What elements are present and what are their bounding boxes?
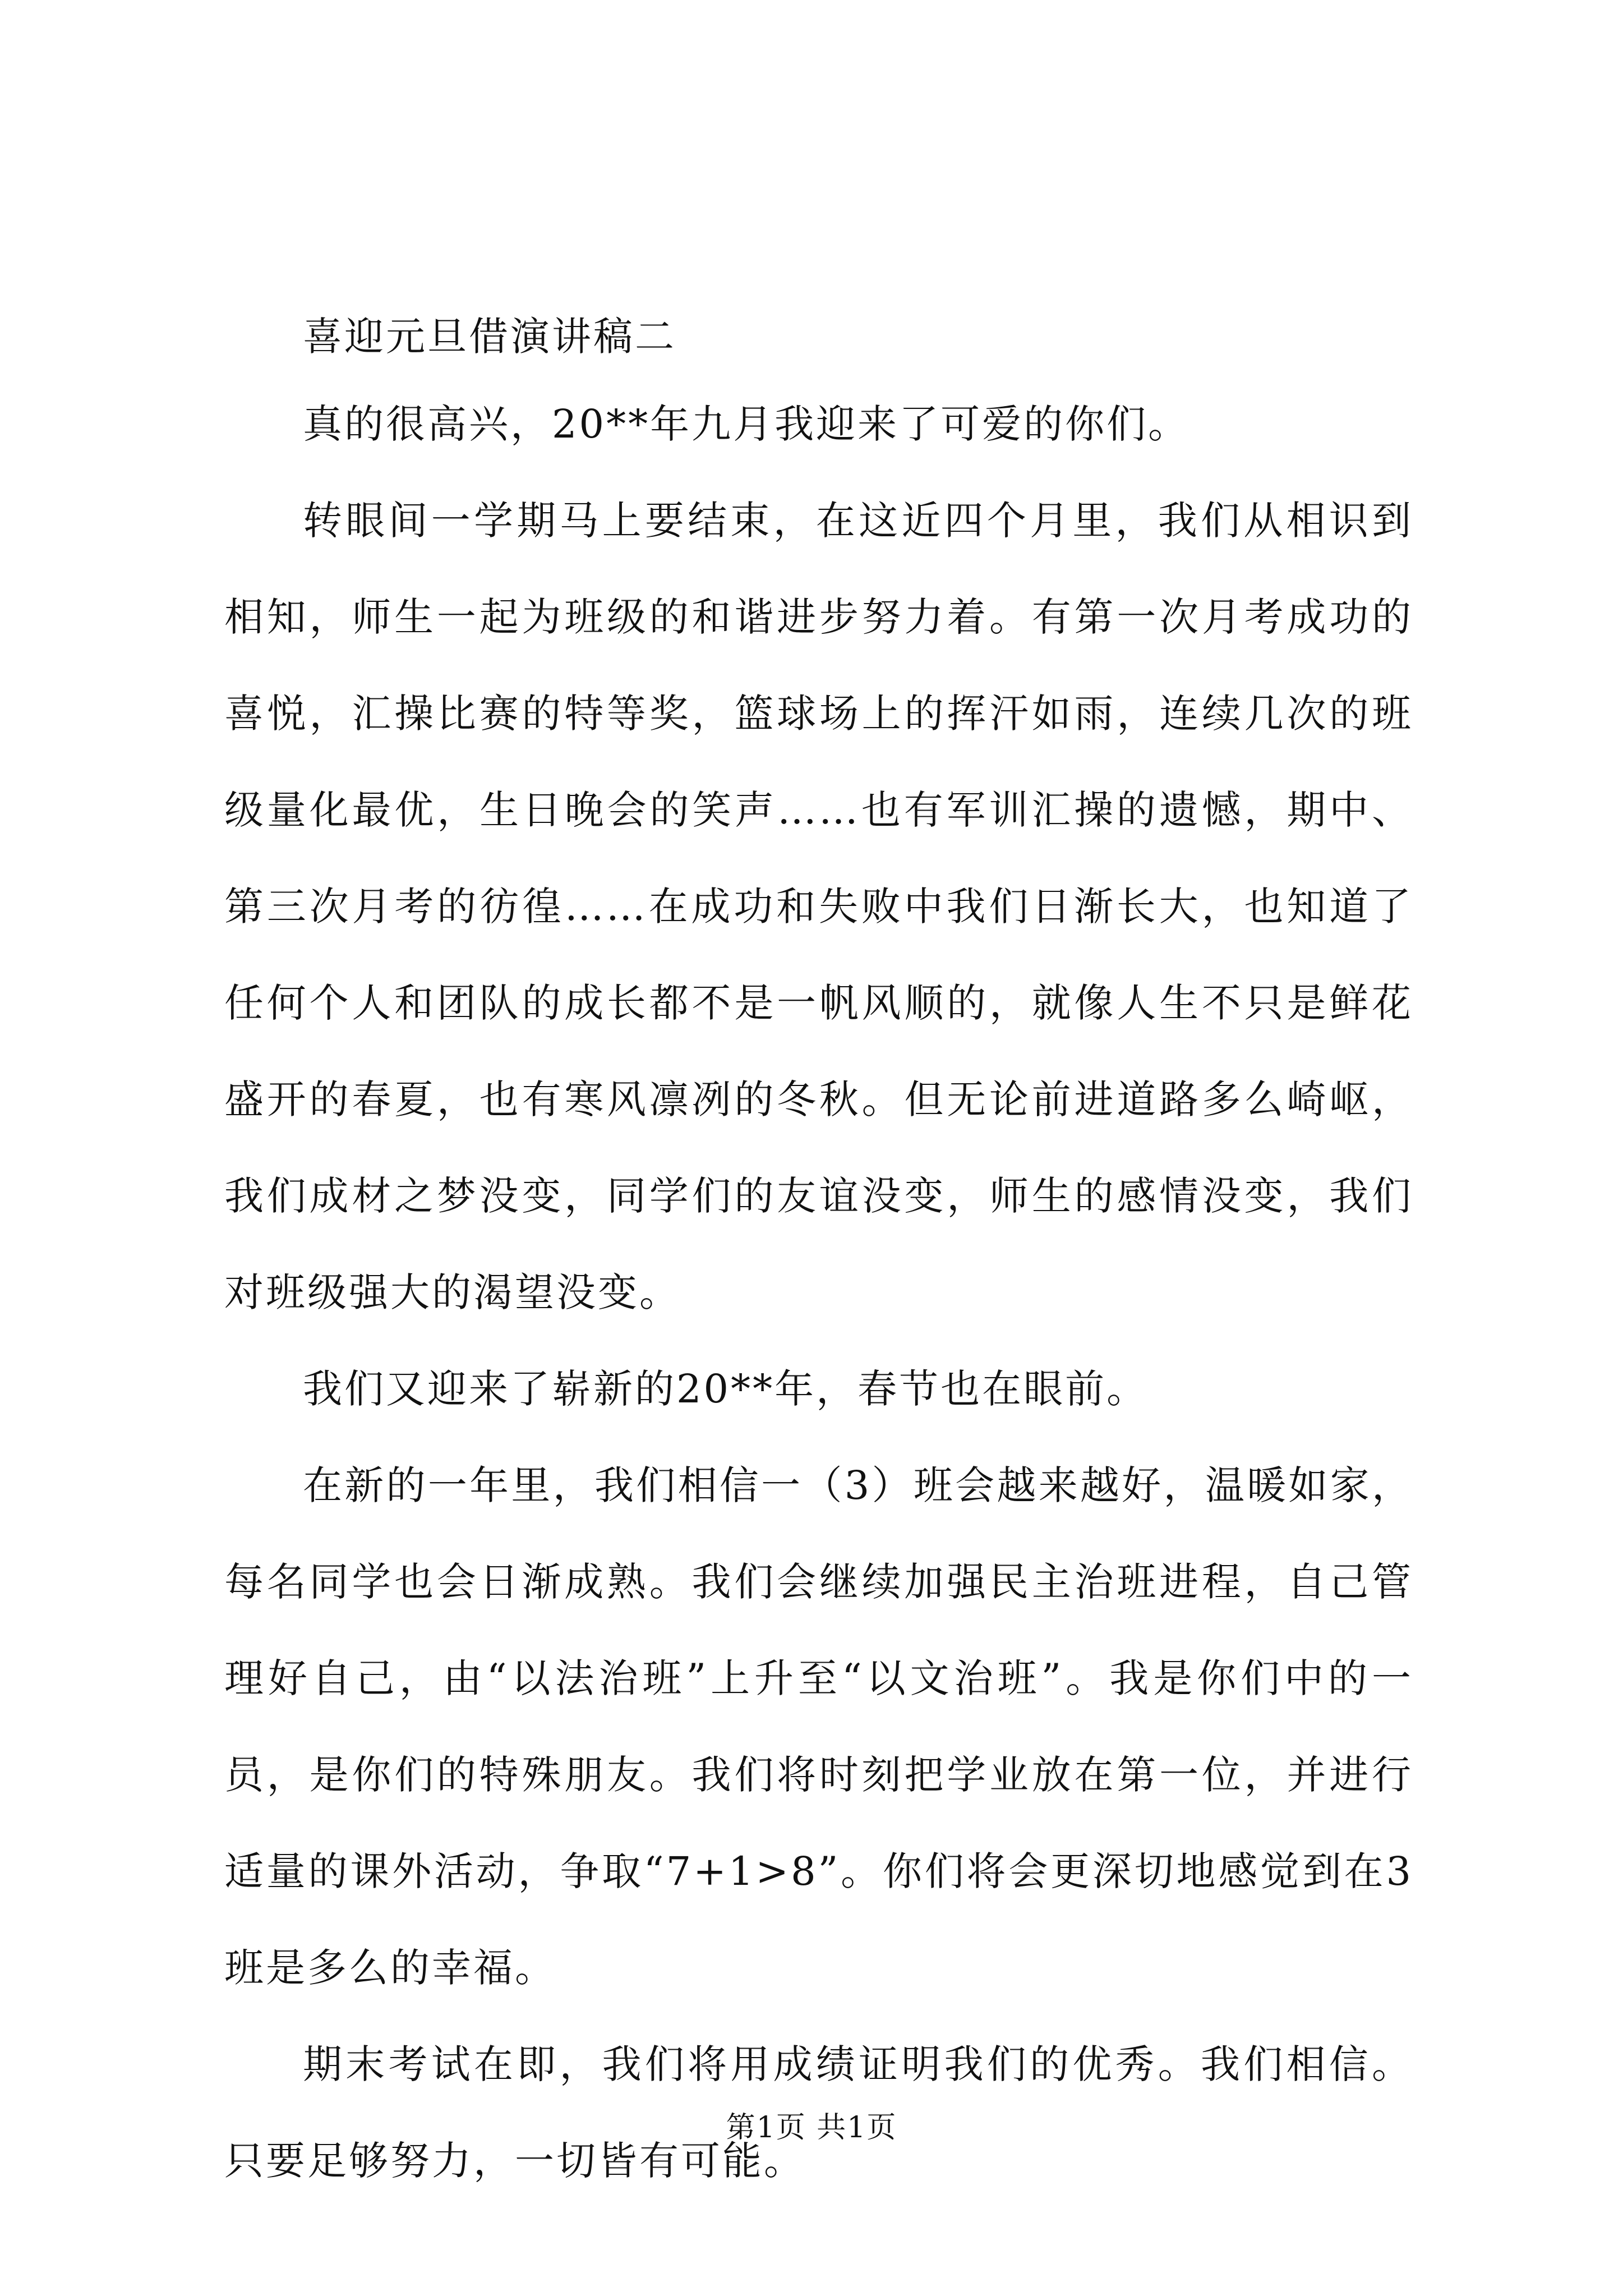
paragraph-3: 我们又迎来了崭新的20**年，春节也在眼前。 [303, 1366, 1149, 1412]
page-number-footer: 第1页 共1页 [726, 2111, 897, 2145]
document-body [224, 297, 1413, 2209]
paragraph-1: 真的很高兴，20**年九月我迎来了可爱的你们。 [303, 401, 1190, 447]
document-title: 喜迎元旦借演讲稿二 [303, 314, 676, 360]
paragraph-2: 转眼间一学期马上要结束，在这近四个月里，我们从相识到相知，师生一起为班级的和谐进步努力着。有第一次月考成功的喜悦，汇操比赛的特等奖，篮球场上的挥汗如雨，连续几次的班级量化最优，生日晚会的笑声……也有军训汇操的遗憾，期中、第三次月考的彷徨……在成功和失败中我们日渐长大，也知道了任何个人和团队的成长都不是一帆风顺的，就像人生不只是鲜花盛开的春夏，也有寒风凛冽的冬秋。但无论前进道路多么崎岖，我们成材之梦没变，同学们的友谊没变，师生的感情没变，我们对班级强大的渴望没变。 [224, 498, 1413, 1315]
paragraph-4: 在新的一年里，我们相信一（3）班会越来越好，温暖如家，每名同学也会日渐成熟。我们会继续加强民主治班进程，自己管理好自己，由“以法治班”上升至“以文治班”。我是你们中的一员，是你们的特殊朋友。我们将时刻把学业放在第一位，并进行适量的课外活动，争取“7+1>8”。你们将会更深切地感觉到在3班是多么的幸福。 [224, 1462, 1413, 1991]
paragraph-5: 期末考试在即，我们将用成绩证明我们的优秀。我们相信。只要足够努力，一切皆有可能。 [224, 2041, 1413, 2184]
